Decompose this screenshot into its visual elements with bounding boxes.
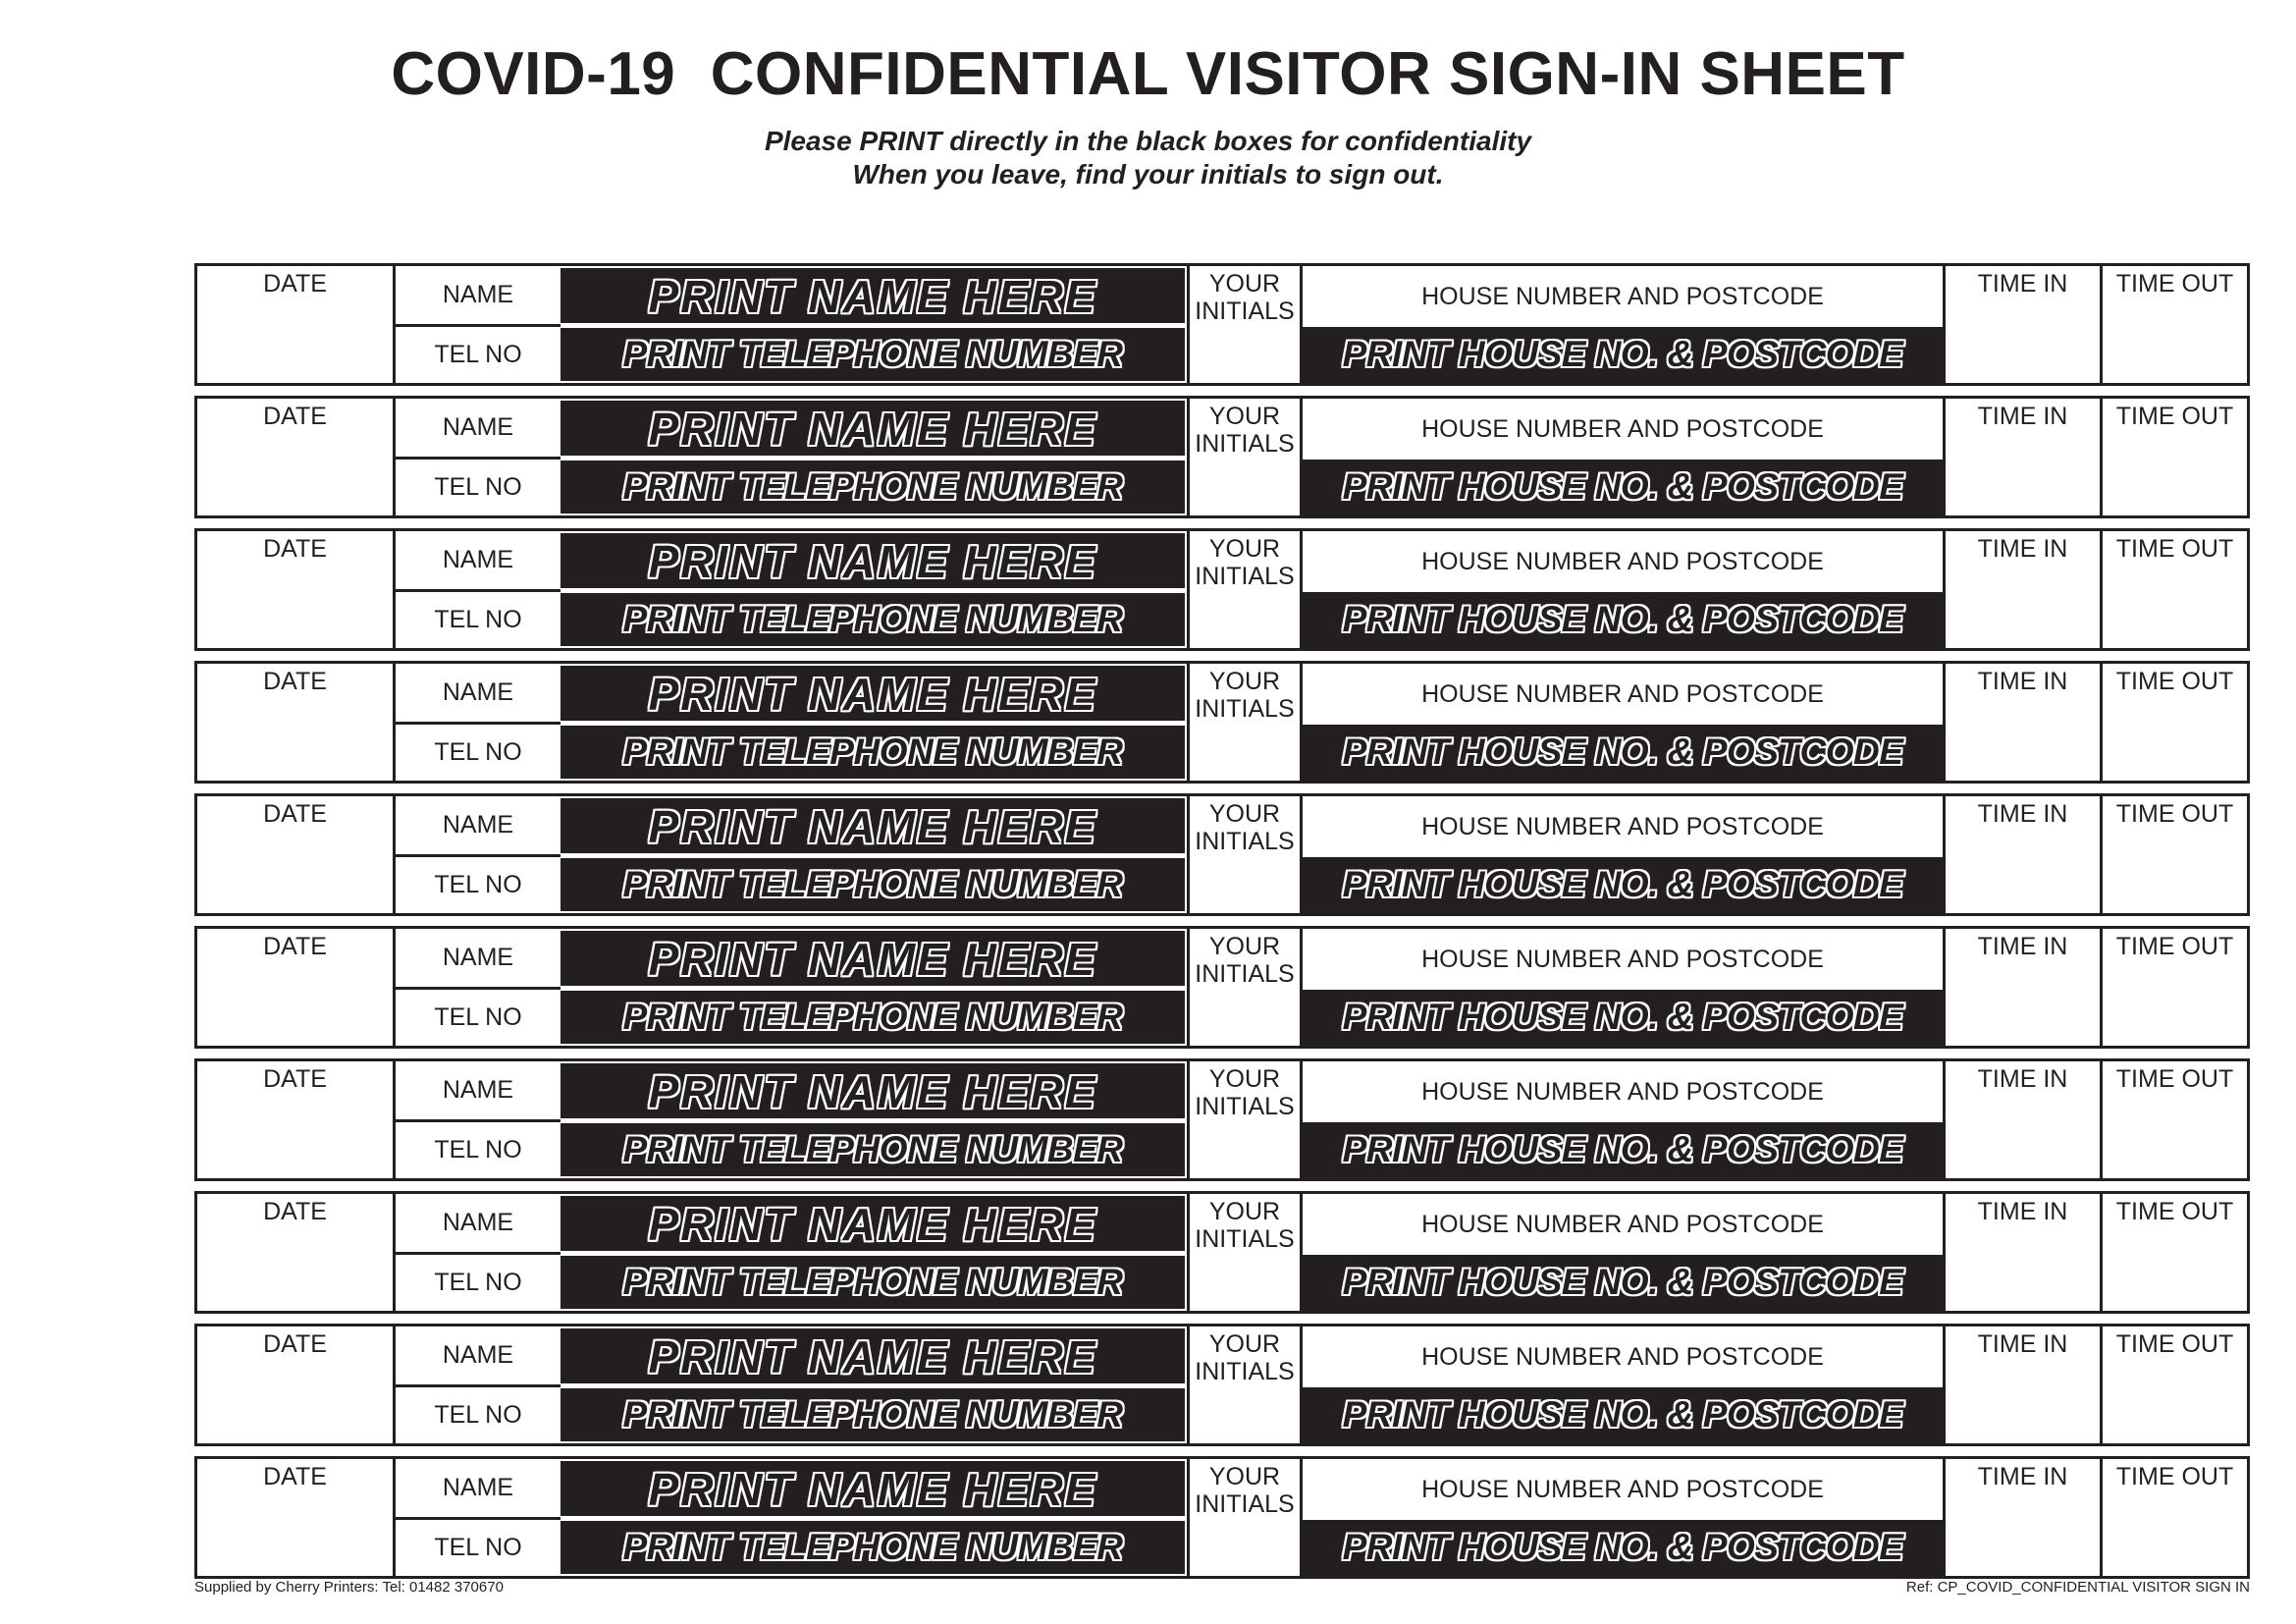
house-box-prompt: PRINT HOUSE NO. & POSTCODE	[1342, 731, 1903, 772]
house-label: HOUSE NUMBER AND POSTCODE	[1421, 680, 1824, 708]
time-in-label: TIME IN	[1977, 270, 2068, 298]
initials-label-line1: YOUR	[1208, 933, 1281, 960]
sign-in-row	[194, 528, 2250, 651]
time-out-label: TIME OUT	[2115, 403, 2234, 430]
time-in-field[interactable]	[1943, 796, 2100, 913]
time-in-field[interactable]	[1943, 1061, 2100, 1178]
initials-label-line1: YOUR	[1208, 1463, 1281, 1490]
date-label: DATE	[263, 1463, 327, 1490]
name-label: NAME	[393, 399, 561, 460]
name-box-prompt: PRINT NAME HERE	[648, 934, 1097, 985]
name-box-prompt: PRINT NAME HERE	[648, 271, 1097, 322]
name-box-prompt: PRINT NAME HERE	[648, 1066, 1097, 1117]
name-input-box[interactable]	[561, 1461, 1185, 1516]
date-label: DATE	[263, 535, 327, 563]
time-out-label: TIME OUT	[2115, 1463, 2234, 1490]
tel-box-prompt: PRINT TELEPHONE NUMBER	[622, 1262, 1123, 1302]
time-in-label: TIME IN	[1977, 535, 2068, 563]
time-out-label: TIME OUT	[2115, 668, 2234, 695]
initials-label-line1: YOUR	[1208, 668, 1281, 695]
house-label: HOUSE NUMBER AND POSTCODE	[1421, 813, 1824, 840]
initials-field[interactable]	[1187, 1326, 1303, 1443]
tel-box-prompt: PRINT TELEPHONE NUMBER	[622, 334, 1123, 374]
instruction-line-2: When you leave, find your initials to sign out.	[852, 159, 1444, 189]
name-box-prompt: PRINT NAME HERE	[648, 1331, 1097, 1382]
initials-field[interactable]	[1187, 664, 1303, 781]
initials-field[interactable]	[1187, 266, 1303, 383]
initials-label-line1: YOUR	[1208, 1330, 1281, 1358]
time-in-label: TIME IN	[1977, 1330, 2068, 1358]
time-out-field[interactable]	[2100, 1061, 2247, 1178]
time-out-label: TIME OUT	[2115, 1198, 2234, 1225]
time-in-label: TIME IN	[1977, 668, 2068, 695]
time-in-field[interactable]	[1943, 929, 2100, 1046]
name-label: NAME	[393, 796, 561, 857]
house-input-box[interactable]	[1303, 460, 1943, 515]
house-input-box[interactable]	[1303, 1255, 1943, 1311]
sign-in-row	[194, 1456, 2250, 1579]
date-field[interactable]	[197, 929, 393, 1046]
house-input-box[interactable]	[1303, 725, 1943, 781]
sign-in-row	[194, 661, 2250, 784]
tel-box-prompt: PRINT TELEPHONE NUMBER	[622, 1394, 1123, 1435]
name-input-box[interactable]	[561, 401, 1185, 456]
tel-box-prompt: PRINT TELEPHONE NUMBER	[622, 466, 1123, 507]
sign-in-row	[194, 793, 2250, 916]
supplier-footer: Supplied by Cherry Printers: Tel: 01482 370670	[194, 1579, 504, 1596]
house-box-prompt: PRINT HOUSE NO. & POSTCODE	[1342, 1129, 1903, 1169]
tel-box-prompt: PRINT TELEPHONE NUMBER	[622, 997, 1123, 1037]
date-field[interactable]	[197, 266, 393, 383]
instruction-line-1: Please PRINT directly in the black boxes for confidentiality	[764, 126, 1532, 156]
tel-box-prompt: PRINT TELEPHONE NUMBER	[622, 864, 1123, 904]
time-in-label: TIME IN	[1977, 800, 2068, 828]
name-label: NAME	[393, 531, 561, 592]
date-field[interactable]	[197, 664, 393, 781]
name-input-box[interactable]	[561, 533, 1185, 588]
tel-label: TEL NO	[393, 725, 561, 781]
initials-label-line2: INITIALS	[1195, 1358, 1295, 1385]
sign-in-row	[194, 1324, 2250, 1446]
house-input-box[interactable]	[1303, 592, 1943, 648]
house-box-prompt: PRINT HOUSE NO. & POSTCODE	[1342, 599, 1903, 639]
tel-label: TEL NO	[393, 1255, 561, 1311]
time-in-field[interactable]	[1943, 1194, 2100, 1311]
tel-label: TEL NO	[393, 1387, 561, 1443]
initials-label-line2: INITIALS	[1195, 695, 1295, 723]
house-box-prompt: PRINT HOUSE NO. & POSTCODE	[1342, 1262, 1903, 1302]
time-in-label: TIME IN	[1977, 1065, 2068, 1093]
name-label: NAME	[393, 1061, 561, 1122]
sign-in-row	[194, 926, 2250, 1049]
tel-input-box[interactable]	[561, 593, 1185, 646]
time-out-label: TIME OUT	[2115, 1065, 2234, 1093]
initials-label-line1: YOUR	[1208, 800, 1281, 828]
initials-label-line2: INITIALS	[1195, 1093, 1295, 1120]
time-out-field[interactable]	[2100, 266, 2247, 383]
house-box-prompt: PRINT HOUSE NO. & POSTCODE	[1342, 1394, 1903, 1435]
initials-label-line1: YOUR	[1208, 1198, 1281, 1225]
tel-label: TEL NO	[393, 857, 561, 913]
initials-label-line1: YOUR	[1208, 403, 1281, 430]
tel-box-prompt: PRINT TELEPHONE NUMBER	[622, 1129, 1123, 1169]
house-input-box[interactable]	[1303, 1520, 1943, 1576]
tel-label: TEL NO	[393, 1122, 561, 1178]
time-in-field[interactable]	[1943, 531, 2100, 648]
name-input-box[interactable]	[561, 666, 1185, 721]
time-out-field[interactable]	[2100, 664, 2247, 781]
house-input-box[interactable]	[1303, 1122, 1943, 1178]
tel-label: TEL NO	[393, 592, 561, 648]
date-label: DATE	[263, 668, 327, 695]
tel-label: TEL NO	[393, 460, 561, 515]
initials-label-line1: YOUR	[1208, 535, 1281, 563]
sign-in-row	[194, 396, 2250, 518]
time-out-field[interactable]	[2100, 796, 2247, 913]
house-input-box[interactable]	[1303, 1387, 1943, 1443]
initials-field[interactable]	[1187, 1061, 1303, 1178]
initials-field[interactable]	[1187, 1459, 1303, 1576]
name-box-prompt: PRINT NAME HERE	[648, 669, 1097, 720]
name-label: NAME	[393, 266, 561, 327]
name-box-prompt: PRINT NAME HERE	[648, 801, 1097, 852]
initials-label-line1: YOUR	[1208, 1065, 1281, 1093]
name-input-box[interactable]	[561, 1063, 1185, 1118]
name-label: NAME	[393, 1459, 561, 1520]
name-label: NAME	[393, 1194, 561, 1255]
initials-label-line2: INITIALS	[1195, 430, 1295, 458]
name-input-box[interactable]	[561, 1328, 1185, 1383]
house-input-box[interactable]	[1303, 857, 1943, 913]
initials-label-line2: INITIALS	[1195, 828, 1295, 855]
tel-input-box[interactable]	[561, 328, 1185, 381]
date-field[interactable]	[197, 1459, 393, 1576]
name-box-prompt: PRINT NAME HERE	[648, 404, 1097, 455]
initials-label-line2: INITIALS	[1195, 563, 1295, 590]
date-label: DATE	[263, 270, 327, 298]
time-out-label: TIME OUT	[2115, 270, 2234, 298]
tel-input-box[interactable]	[561, 726, 1185, 779]
date-label: DATE	[263, 403, 327, 430]
initials-label-line2: INITIALS	[1195, 1490, 1295, 1518]
date-field[interactable]	[197, 796, 393, 913]
tel-label: TEL NO	[393, 990, 561, 1046]
time-in-field[interactable]	[1943, 1459, 2100, 1576]
time-out-label: TIME OUT	[2115, 1330, 2234, 1358]
tel-input-box[interactable]	[561, 460, 1185, 514]
time-in-field[interactable]	[1943, 664, 2100, 781]
tel-box-prompt: PRINT TELEPHONE NUMBER	[622, 1527, 1123, 1567]
house-box-prompt: PRINT HOUSE NO. & POSTCODE	[1342, 864, 1903, 904]
name-label: NAME	[393, 1326, 561, 1387]
initials-label-line2: INITIALS	[1195, 1225, 1295, 1253]
date-field[interactable]	[197, 1061, 393, 1178]
tel-box-prompt: PRINT TELEPHONE NUMBER	[622, 599, 1123, 639]
reference-footer: Ref: CP_COVID_CONFIDENTIAL VISITOR SIGN IN	[1905, 1579, 2250, 1596]
date-label: DATE	[263, 1065, 327, 1093]
time-out-field[interactable]	[2100, 1326, 2247, 1443]
date-field[interactable]	[197, 399, 393, 515]
time-out-field[interactable]	[2100, 1459, 2247, 1576]
name-label: NAME	[393, 929, 561, 990]
date-label: DATE	[263, 1198, 327, 1225]
house-label: HOUSE NUMBER AND POSTCODE	[1421, 548, 1824, 575]
initials-field[interactable]	[1187, 796, 1303, 913]
name-input-box[interactable]	[561, 1196, 1185, 1251]
house-label: HOUSE NUMBER AND POSTCODE	[1421, 1211, 1824, 1238]
house-input-box[interactable]	[1303, 327, 1943, 383]
initials-field[interactable]	[1187, 929, 1303, 1046]
time-in-label: TIME IN	[1977, 1463, 2068, 1490]
house-box-prompt: PRINT HOUSE NO. & POSTCODE	[1342, 334, 1903, 374]
tel-input-box[interactable]	[561, 1521, 1185, 1574]
time-in-field[interactable]	[1943, 1326, 2100, 1443]
house-box-prompt: PRINT HOUSE NO. & POSTCODE	[1342, 1527, 1903, 1567]
initials-field[interactable]	[1187, 399, 1303, 515]
date-field[interactable]	[197, 531, 393, 648]
time-in-label: TIME IN	[1977, 1198, 2068, 1225]
time-out-field[interactable]	[2100, 531, 2247, 648]
page-title: COVID-19 CONFIDENTIAL VISITOR SIGN-IN SHEET	[391, 40, 1905, 108]
name-input-box[interactable]	[561, 268, 1185, 323]
initials-field[interactable]	[1187, 531, 1303, 648]
time-in-label: TIME IN	[1977, 933, 2068, 960]
house-label: HOUSE NUMBER AND POSTCODE	[1421, 1078, 1824, 1106]
time-in-label: TIME IN	[1977, 403, 2068, 430]
house-label: HOUSE NUMBER AND POSTCODE	[1421, 415, 1824, 443]
tel-input-box[interactable]	[561, 1256, 1185, 1309]
sign-in-row	[194, 1058, 2250, 1181]
time-out-label: TIME OUT	[2115, 535, 2234, 563]
date-label: DATE	[263, 800, 327, 828]
name-box-prompt: PRINT NAME HERE	[648, 1464, 1097, 1515]
date-label: DATE	[263, 933, 327, 960]
name-box-prompt: PRINT NAME HERE	[648, 536, 1097, 587]
initials-label-line2: INITIALS	[1195, 298, 1295, 325]
date-label: DATE	[263, 1330, 327, 1358]
date-field[interactable]	[197, 1194, 393, 1311]
name-input-box[interactable]	[561, 798, 1185, 853]
house-label: HOUSE NUMBER AND POSTCODE	[1421, 946, 1824, 973]
tel-input-box[interactable]	[561, 858, 1185, 911]
date-field[interactable]	[197, 1326, 393, 1443]
time-out-field[interactable]	[2100, 1194, 2247, 1311]
sign-in-row	[194, 263, 2250, 386]
initials-field[interactable]	[1187, 1194, 1303, 1311]
sign-in-row	[194, 1191, 2250, 1314]
tel-input-box[interactable]	[561, 1123, 1185, 1176]
time-out-field[interactable]	[2100, 399, 2247, 515]
house-box-prompt: PRINT HOUSE NO. & POSTCODE	[1342, 997, 1903, 1037]
initials-label-line1: YOUR	[1208, 270, 1281, 298]
name-label: NAME	[393, 664, 561, 725]
house-label: HOUSE NUMBER AND POSTCODE	[1421, 1343, 1824, 1371]
time-out-label: TIME OUT	[2115, 800, 2234, 828]
house-label: HOUSE NUMBER AND POSTCODE	[1421, 1476, 1824, 1503]
tel-input-box[interactable]	[561, 1388, 1185, 1441]
house-input-box[interactable]	[1303, 990, 1943, 1046]
time-in-field[interactable]	[1943, 266, 2100, 383]
house-label: HOUSE NUMBER AND POSTCODE	[1421, 283, 1824, 310]
house-box-prompt: PRINT HOUSE NO. & POSTCODE	[1342, 466, 1903, 507]
time-in-field[interactable]	[1943, 399, 2100, 515]
time-out-field[interactable]	[2100, 929, 2247, 1046]
name-input-box[interactable]	[561, 931, 1185, 986]
tel-label: TEL NO	[393, 327, 561, 383]
name-box-prompt: PRINT NAME HERE	[648, 1199, 1097, 1250]
tel-input-box[interactable]	[561, 991, 1185, 1044]
tel-label: TEL NO	[393, 1520, 561, 1576]
tel-box-prompt: PRINT TELEPHONE NUMBER	[622, 731, 1123, 772]
time-out-label: TIME OUT	[2115, 933, 2234, 960]
initials-label-line2: INITIALS	[1195, 960, 1295, 988]
